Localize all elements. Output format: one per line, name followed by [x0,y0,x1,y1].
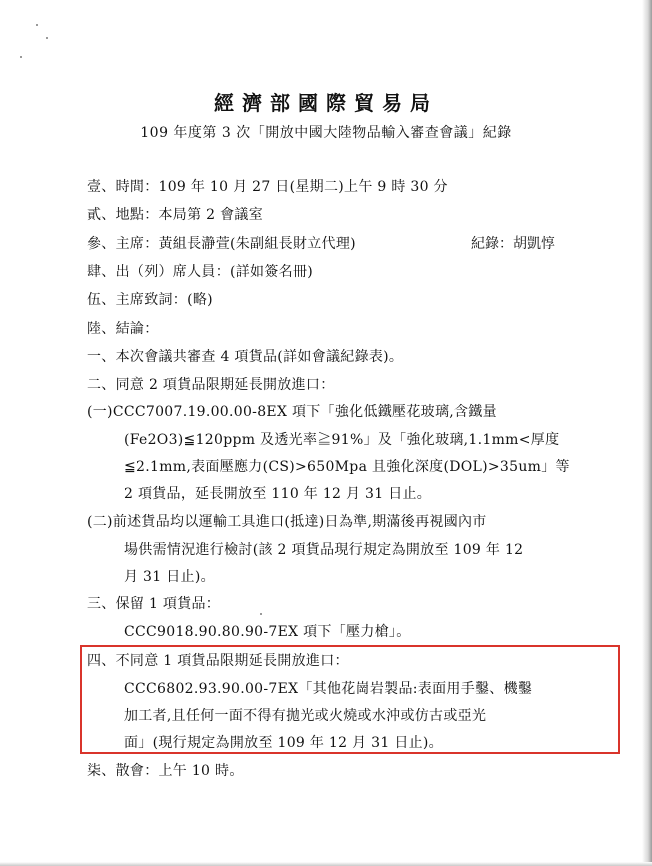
item-2-sub-1-line-3: ≦2.1mm,表面壓應力(CS)>650Mpa 且強化深度(DOL)>35um」等 [124,459,570,475]
opening-remarks: 伍、主席致詞：(略) [87,292,213,308]
meeting-closing: 柒、散會：上午 10 時。 [87,763,244,779]
item-4-detail-line-2: 加工者,且任何一面不得有拋光或火燒或水沖或仿古或亞光 [124,708,487,724]
item-2-sub-1-line-1: (一)CCC7007.19.00.00-8EX 項下「強化低鐵壓花玻璃,含鐵量 [87,404,497,420]
meeting-location: 貳、地點：本局第 2 會議室 [87,207,264,223]
conclusion-item-4: 四、不同意 1 項貨品限期延長開放進口： [87,653,349,669]
item-2-sub-2-line-1: (二)前述貨品均以運輸工具進口(抵達)日為準,期滿後再視國內市 [87,514,487,530]
conclusion-item-3: 三、保留 1 項貨品： [87,596,221,612]
item-3-detail: CCC9018.90.80.90-7EX 項下「壓力槍」。 [124,624,411,640]
conclusion-item-2: 二、同意 2 項貨品限期延長開放進口： [87,377,335,393]
scan-speck [36,24,38,26]
item-4-detail-line-1: CCC6802.93.90.00-7EX「其他花崗岩製品:表面用手鑿、機鑿 [124,681,533,697]
scan-speck [46,37,48,39]
item-2-sub-2-line-3: 月 31 日止)。 [124,569,215,585]
organization-title: 經濟部國際貿易局 [214,91,438,115]
conclusion-heading: 陸、結論： [87,321,159,337]
item-2-sub-1-line-2: (Fe2O3)≦120ppm 及透光率≧91%」及「強化玻璃,1.1mm<厚度 [124,432,560,448]
page-bottom-shadow [0,862,652,866]
scan-speck [260,613,262,615]
meeting-attendees: 肆、出（列）席人員：(詳如簽名冊) [87,264,314,280]
item-2-sub-1-line-4: 2 項貨品，延長開放至 110 年 12 月 31 日止。 [124,486,432,502]
meeting-chair: 參、主席：黃組長瀞萱(朱副組長財立代理) [87,236,356,252]
scan-speck [20,56,22,58]
item-4-detail-line-3: 面」(現行規定為開放至 109 年 12 月 31 日止)。 [124,735,443,751]
conclusion-item-1: 一、本次會議共審查 4 項貨品(詳如會議紀錄表)。 [87,349,404,365]
meeting-time: 壹、時間：109 年 10 月 27 日(星期二)上午 9 時 30 分 [87,179,448,195]
meeting-subtitle: 109 年度第 3 次「開放中國大陸物品輸入審查會議」紀錄 [140,125,512,141]
item-2-sub-2-line-2: 場供需情況進行檢討(該 2 項貨品現行規定為開放至 109 年 12 [124,542,524,558]
meeting-recorder: 紀錄：胡凱惇 [471,236,555,252]
